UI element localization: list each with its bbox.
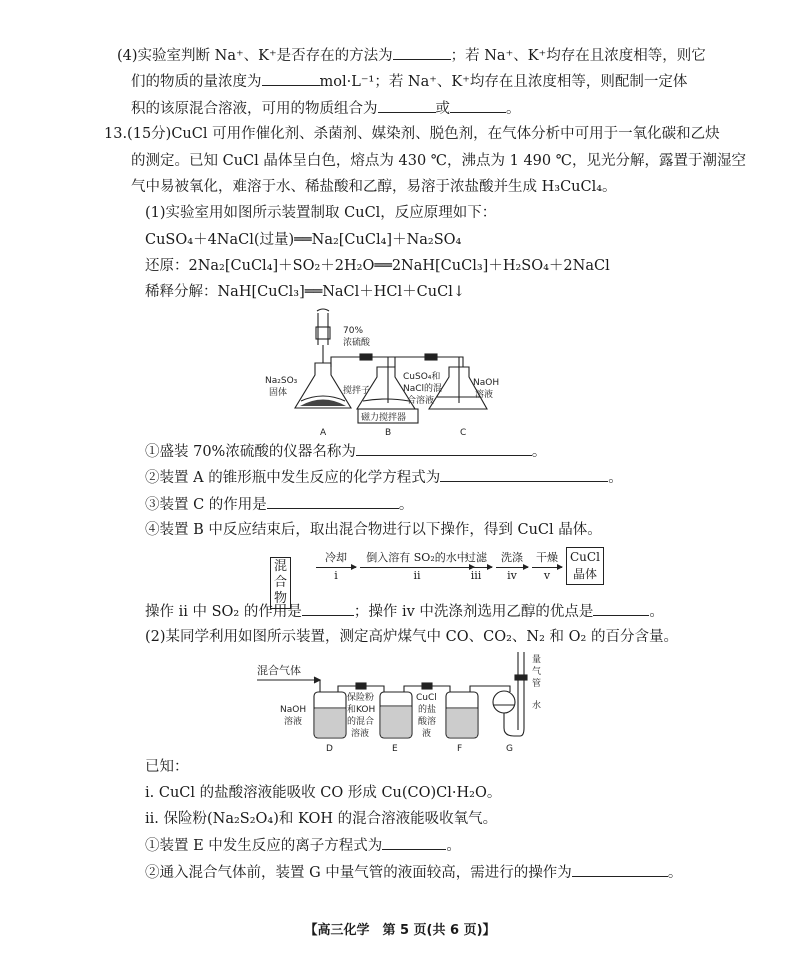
answer-blank[interactable]: [267, 494, 399, 509]
flow-step-5-num: ⅴ: [543, 569, 551, 582]
answer-blank[interactable]: [572, 862, 668, 877]
subq-t2: ②通入混合气体前，装置 G 中量气管的液面较高，需进行的操作为 。: [145, 862, 682, 883]
flow-step-3: 过滤: [465, 551, 487, 564]
subq-2: ②装置 A 的锥形瓶中发生反应的化学方程式为 。: [145, 467, 623, 488]
label-naoh-solution: 溶液: [475, 390, 494, 400]
q12-line2: 们的物质的量浓度为 mol·L⁻¹；若 Na⁺、K⁺均存在且浓度相等，则配制一定体: [131, 71, 687, 92]
label-f-1: CuCl: [416, 693, 437, 703]
label-g-water: 水: [532, 701, 542, 711]
label-acid-percent: 70%: [343, 326, 364, 336]
label-stirrer: 搅拌子: [343, 386, 371, 396]
label-d-naoh: NaOH: [280, 705, 307, 715]
answer-blank[interactable]: [262, 71, 320, 86]
flow-end-box: CuCl 晶体: [566, 547, 604, 585]
label-f-3: 酸溶: [418, 717, 437, 727]
flow-step-2: 倒入溶有 SO₂的水中: [366, 551, 468, 564]
label-g: G: [506, 744, 513, 754]
label-e-2: 和KOH: [347, 705, 376, 715]
arrow-icon: [460, 567, 492, 568]
answer-blank[interactable]: [393, 45, 451, 60]
q13-heading: 13.(15分)CuCl 可用作催化剂、杀菌剂、媒染剂、脱色剂，在气体分析中可用于一氧化碳和乙炔: [104, 126, 720, 142]
label-magnetic-stirrer: 磁力搅拌器: [361, 413, 407, 423]
known-1: ⅰ. CuCl 的盐酸溶液能吸收 CO 形成 Cu(CO)Cl·H₂O。: [145, 785, 502, 801]
answer-blank[interactable]: [440, 467, 608, 482]
answer-blank[interactable]: [593, 601, 649, 616]
q13-part1: (1)实验室用如图所示装置制取 CuCl，反应原理如下：: [145, 205, 497, 221]
q13-part2: (2)某同学利用如图所示装置，测定高炉煤气中 CO、CO₂、N₂ 和 O₂ 的百分含量。: [145, 629, 678, 645]
q13-intro-line2: 的测定。已知 CuCl 晶体呈白色，熔点为 430 ℃，沸点为 1 490 ℃，见光分解，露置于潮湿空: [131, 153, 746, 169]
label-d-solution: 溶液: [284, 717, 303, 727]
answer-blank[interactable]: [356, 441, 532, 456]
arrow-icon: [496, 567, 528, 568]
answer-blank[interactable]: [382, 835, 446, 850]
label-e: E: [392, 744, 398, 754]
label-g-3: 管: [532, 679, 542, 689]
subq-t1: ①装置 E 中发生反应的离子方程式为 。: [145, 835, 461, 856]
equation-1: CuSO₄＋4NaCl(过量)══Na₂[CuCl₄]＋Na₂SO₄: [145, 232, 462, 248]
q12-line3: 积的该原混合溶液，可用的物质组合为 或 。: [131, 98, 521, 119]
label-f-4: 液: [422, 729, 432, 739]
flow-step-4: 洗涤: [501, 551, 523, 564]
label-e-1: 保险粉: [347, 693, 375, 703]
answer-blank[interactable]: [378, 98, 436, 113]
flow-start-box: 混合物: [270, 557, 291, 609]
flow-step-5: 干燥: [536, 551, 558, 564]
label-b: B: [385, 428, 392, 438]
answer-blank[interactable]: [302, 601, 354, 616]
label-f: F: [457, 744, 463, 754]
label-f-2: 的盐: [418, 705, 437, 715]
arrow-icon: [316, 567, 356, 568]
q12-line1: (4)实验室判断 Na⁺、K⁺是否存在的方法为 ；若 Na⁺、K⁺均存在且浓度相等，则它: [117, 45, 706, 66]
flow-step-1-num: ⅰ: [334, 569, 338, 582]
label-na2so3: Na₂SO₃: [265, 376, 298, 386]
label-e-3: 的混合: [347, 717, 375, 727]
equation-3: 稀释分解：NaH[CuCl₃]══NaCl＋HCl＋CuCl↓: [145, 284, 465, 300]
subq-3: ③装置 C 的作用是 。: [145, 494, 413, 515]
label-mix-3: 合溶液: [407, 396, 435, 406]
label-g-1: 量: [532, 655, 542, 665]
equation-2: 还原：2Na₂[CuCl₄]＋SO₂＋2H₂O══2NaH[CuCl₃]＋H₂SO₄＋2NaCl: [145, 258, 610, 274]
label-g-2: 气: [532, 667, 542, 677]
label-e-4: 溶液: [351, 729, 370, 739]
apparatus-figure-defg: [252, 650, 562, 756]
label-acid: 浓硫酸: [343, 338, 371, 348]
q13-intro-line3: 气中易被氧化，难溶于水、稀盐酸和乙醇，易溶于浓盐酸并生成 H₃CuCl₄。: [131, 179, 617, 195]
label-solid: 固体: [269, 388, 288, 398]
label-mixed-gas: 混合气体: [257, 664, 301, 677]
label-a: A: [320, 428, 327, 438]
page-footer: 【高三化学 第 5 页(共 6 页)】: [304, 923, 496, 938]
arrow-icon: [532, 567, 562, 568]
subq-1: ①盛装 70%浓硫酸的仪器名称为 。: [145, 441, 546, 462]
flow-step-2-num: ⅱ: [413, 569, 421, 582]
apparatus-figure-abc: [265, 305, 510, 440]
label-d: D: [326, 744, 333, 754]
subq-4: ④装置 B 中反应结束后，取出混合物进行以下操作，得到 CuCl 晶体。: [145, 522, 602, 538]
label-naoh: NaOH: [473, 378, 500, 388]
label-mix-1: CuSO₄和: [403, 372, 441, 382]
leveling-bulb-g: [493, 691, 515, 713]
label-c: C: [460, 428, 467, 438]
known-2: ⅱ. 保险粉(Na₂S₂O₄)和 KOH 的混合溶液能吸收氧气。: [145, 811, 498, 827]
subq-5: 操作 ⅱ 中 SO₂ 的作用是 ；操作 ⅳ 中洗涤剂选用乙醇的优点是 。: [145, 601, 664, 622]
answer-blank[interactable]: [450, 98, 506, 113]
label-mix-2: NaCl的混: [403, 384, 443, 394]
arrow-icon: [360, 567, 474, 568]
known-heading: 已知：: [145, 759, 189, 775]
flow-step-1: 冷却: [325, 551, 347, 564]
flow-step-4-num: ⅳ: [507, 569, 517, 582]
flow-step-3-num: ⅲ: [470, 569, 482, 582]
